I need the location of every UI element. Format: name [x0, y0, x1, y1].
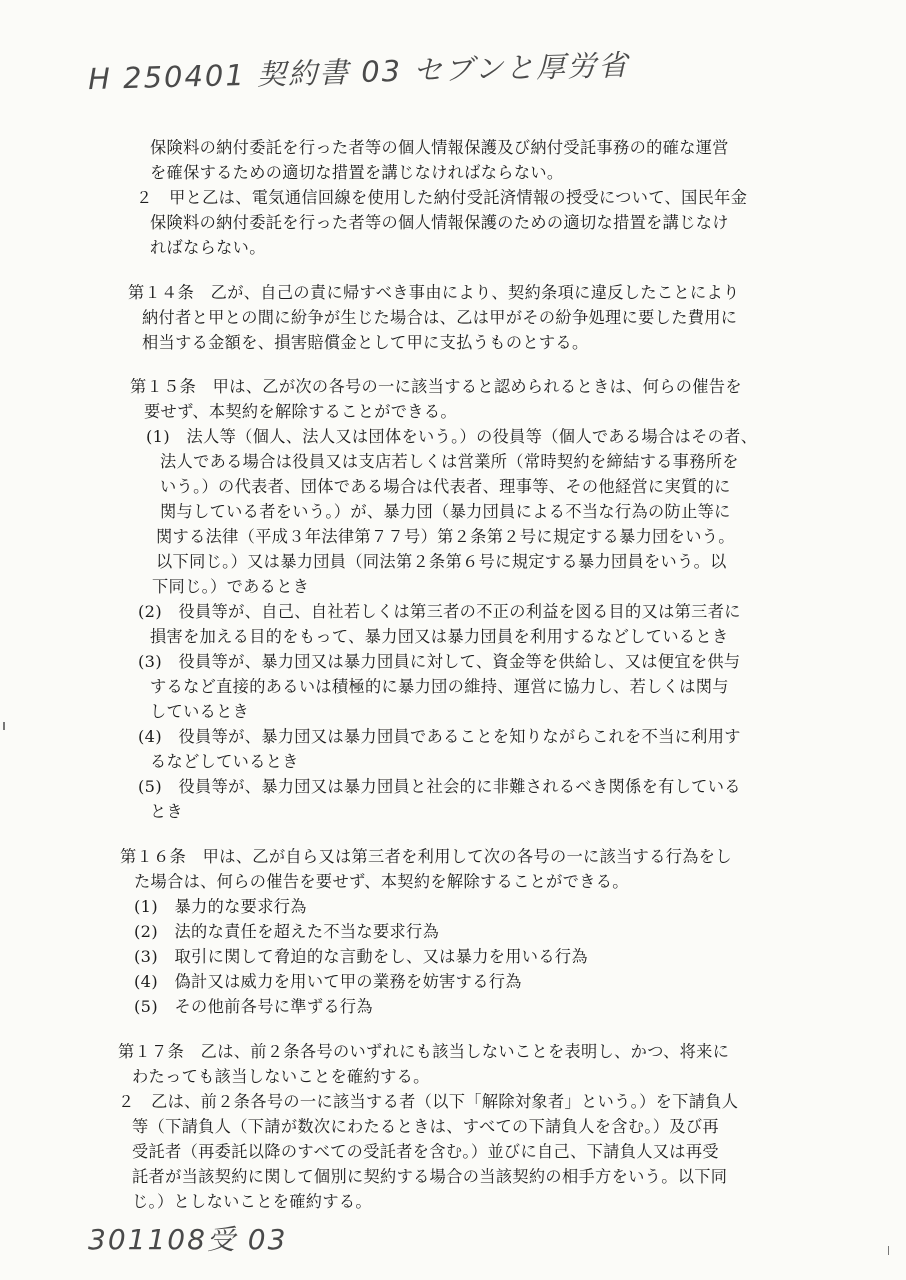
- text-line: 相当する金額を、損害賠償金として甲に支払うものとする。: [142, 333, 589, 352]
- text-line: 要せず、本契約を解除することができる。: [144, 402, 457, 421]
- text-line: 下同じ。）であるとき: [152, 577, 310, 596]
- text-line: 第１６条 甲は、乙が自ら又は第三者を利用して次の各号の一に該当する行為をし: [120, 847, 732, 866]
- text-line: 受託者（再委託以降のすべての受託者を含む。）並びに自己、下請負人又は再受: [132, 1142, 719, 1161]
- text-line: 関する法律（平成３年法律第７７号）第２条第２号に規定する暴力団をいう。: [156, 527, 735, 546]
- text-line: (5) その他前各号に準ずる行為: [134, 997, 373, 1016]
- text-line: (3) 取引に関して脅迫的な言動をし、又は暴力を用いる行為: [134, 947, 588, 966]
- scan-mark: [3, 722, 5, 730]
- text-line: じ。）としないことを確約する。: [132, 1192, 372, 1211]
- scan-mark: [888, 1246, 889, 1255]
- text-line: 託者が当該契約に関して個別に契約する場合の当該契約の相手方をいう。以下同: [132, 1167, 728, 1186]
- text-line: 第１７条 乙は、前２条各号のいずれにも該当しないことを表明し、かつ、将来に: [118, 1042, 730, 1061]
- text-line: (1) 暴力的な要求行為: [134, 897, 307, 916]
- text-line: た場合は、何らの催告を要せず、本契約を解除することができる。: [134, 872, 629, 891]
- text-line: (4) 偽計又は威力を用いて甲の業務を妨害する行為: [134, 972, 522, 991]
- text-line: 保険料の納付委託を行った者等の個人情報保護のための適切な措置を講じなけ: [150, 213, 729, 232]
- text-line: 保険料の納付委託を行った者等の個人情報保護及び納付受託事務の的確な運営: [150, 138, 729, 157]
- text-line: (2) 法的な責任を超えた不当な要求行為: [134, 922, 440, 941]
- text-line: 第１４条 乙が、自己の責に帰すべき事由により、契約条項に違反したことにより: [128, 283, 740, 302]
- text-line: 法人である場合は役員又は支店若しくは営業所（常時契約を締結する事務所を: [160, 452, 739, 471]
- text-line: とき: [150, 802, 184, 821]
- text-line: ２ 乙は、前２条各号の一に該当する者（以下「解除対象者」という。）を下請負人: [118, 1092, 739, 1111]
- handwritten-footer-note: 301108受 03: [88, 1223, 288, 1256]
- text-line: ればならない。: [150, 238, 266, 257]
- text-line: いう。）の代表者、団体である場合は代表者、理事等、その他経営に実質的に: [160, 477, 731, 496]
- text-line: (2) 役員等が、自己、自社若しくは第三者の不正の利益を図る目的又は第三者に: [138, 602, 741, 621]
- text-line: を確保するための適切な措置を講じなければならない。: [150, 163, 564, 182]
- text-line: 損害を加える目的をもって、暴力団又は暴力団員を利用するなどしているとき: [150, 627, 729, 646]
- text-line: 等（下請負人（下請が数次にわたるときは、すべての下請負人を含む。）及び再: [132, 1117, 719, 1136]
- text-line: (1) 法人等（個人、法人又は団体をいう。）の役員等（個人である場合はその者、: [146, 427, 758, 446]
- text-line: しているとき: [150, 702, 250, 721]
- text-line: 第１５条 甲は、乙が次の各号の一に該当すると認められるときは、何らの催告を: [130, 377, 742, 396]
- text-line: するなど直接的あるいは積極的に暴力団の維持、運営に協力し、若しくは関与: [150, 677, 729, 696]
- text-line: (4) 役員等が、暴力団又は暴力団員であることを知りながらこれを不当に利用す: [138, 727, 741, 746]
- text-line: 納付者と甲との間に紛争が生じた場合は、乙は甲がその紛争処理に要した費用に: [142, 308, 738, 327]
- text-line: ２ 甲と乙は、電気通信回線を使用した納付受託済情報の授受について、国民年金: [136, 188, 748, 207]
- text-line: 関与している者をいう。）が、暴力団（暴力団員による不当な行為の防止等に: [160, 502, 731, 521]
- text-line: (5) 役員等が、暴力団又は暴力団員と社会的に非難されるべき関係を有している: [138, 777, 741, 796]
- text-line: 以下同じ。）又は暴力団員（同法第２条第６号に規定する暴力団員をいう。以: [156, 552, 727, 571]
- text-line: わたっても該当しないことを確約する。: [132, 1067, 430, 1086]
- text-line: るなどしているとき: [150, 752, 299, 771]
- text-line: (3) 役員等が、暴力団又は暴力団員に対して、資金等を供給し、又は便宜を供与: [138, 652, 741, 671]
- handwritten-header-note: H 250401 契約書 03 セブンと厚労省: [87, 47, 630, 97]
